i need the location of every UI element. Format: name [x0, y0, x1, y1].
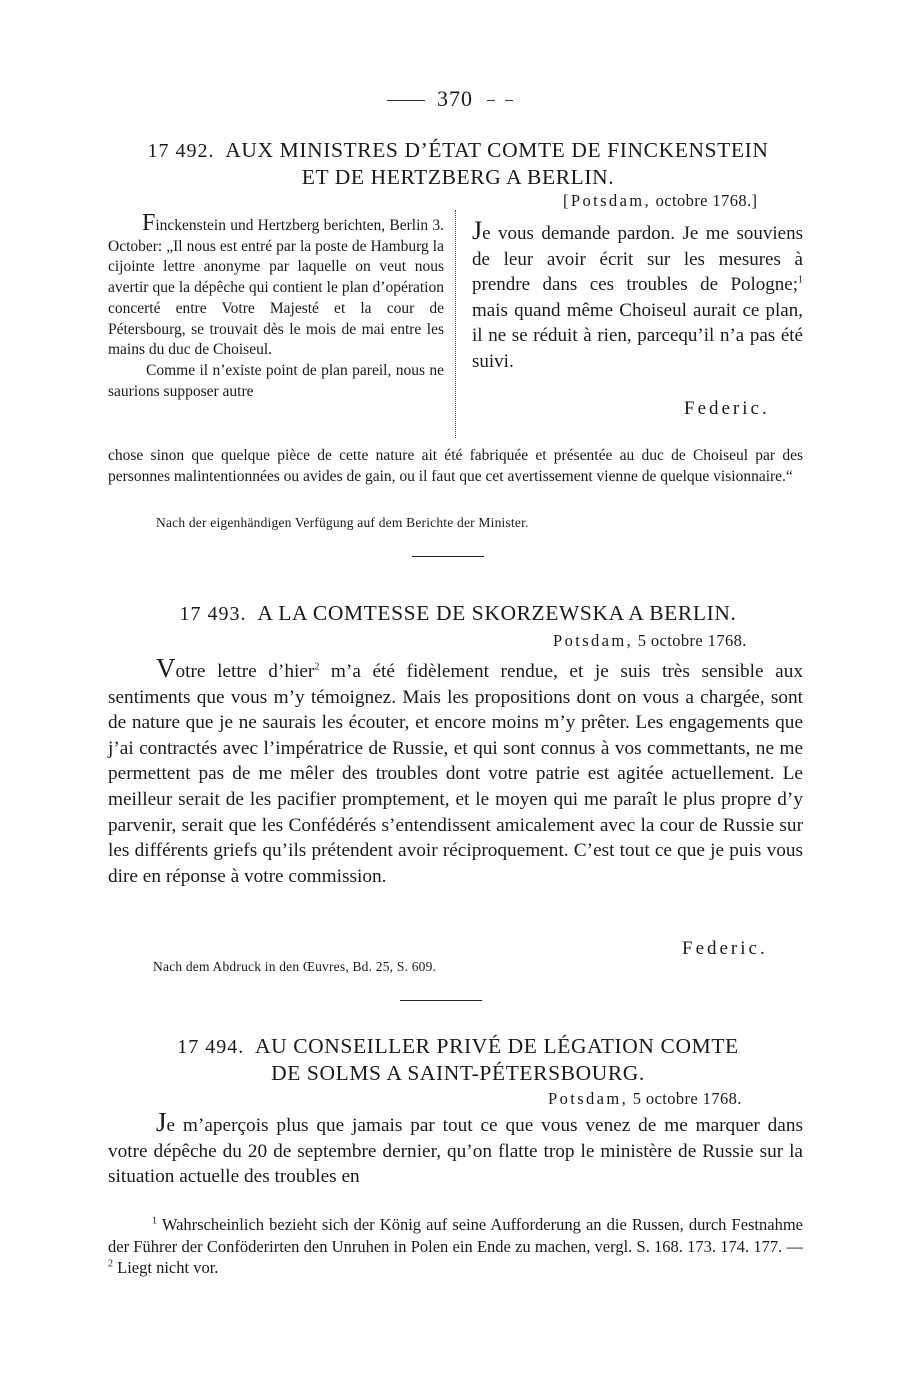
dateline-date: 5 octobre 1768. [632, 1089, 742, 1108]
dash-left [387, 100, 425, 101]
body-text-a: otre lettre d’hier [175, 661, 315, 682]
dateline-place: Potsdam, [553, 631, 634, 650]
body-text-b: m’a été fidèlement rendue, et je suis très sensible aux sentiments que vous m’y témoignez. Mais les propositions dont on vous a chargée, sont de nature que je ne saurais les écouter, et encore moins m’y prêter. Les engagements que j’ai contractés avec l’impératrice de Russie, et qui sont connus à vos commettants, ne me permettent pas de me mêler des troubles dont votre patrie est agitée actuellement. Le meilleur serait de les pacifier promptement, et le moyen qui me paraît le plus propre d’y parvenir, serait que les Confédérés s’entendissent amicalement avec la cour de Russie sur les différents griefs qu’ils prétendent avoir réciproquement. C’est tout ce que je puis vous dire en réponse à votre commission. [108, 661, 804, 887]
heading-title-1: A LA COMTESSE DE SKORZEWSKA A BERLIN. [257, 601, 737, 625]
body-text: e m’aperçois plus que jamais par tout ce que vous venez de me marquer dans votre dépêche du 20 de septembre dernier, qu’on flatte trop le ministère de Russie sur la situation actuelle des troubles en [108, 1115, 803, 1188]
source-note: Nach der eigenhändigen Verfügung auf dem Berichte der Minister. [156, 515, 529, 530]
letter-number: 17 493. [179, 603, 247, 625]
signature: Federic. [682, 938, 768, 959]
dateline-place: Potsdam, [548, 1089, 629, 1108]
footnote-text-1: Wahrscheinlich bezieht sich der König auf seine Aufforderung an die Russen, durch Festnahme der Führer der Conföderirten den Unruhen in Polen ein Ende zu machen, vergl. S. 168. 173. 174. 177. — [108, 1215, 803, 1256]
footnotes [108, 1214, 803, 1279]
summary-paragraph-2: Comme il n’existe point de plan pareil, nous ne saurions supposer autre [108, 361, 444, 400]
page-number: 370 [437, 86, 473, 111]
body-initial: J [156, 1107, 167, 1137]
summary-initial: F [142, 210, 156, 236]
dash-right-2 [505, 100, 513, 101]
footnote-1 [108, 1214, 803, 1279]
letter-heading-17494 [108, 1033, 808, 1086]
report-summary [108, 210, 444, 402]
body-initial: V [156, 653, 176, 683]
heading-line-1 [108, 137, 808, 164]
summary-paragraph-1 [108, 210, 444, 361]
dateline-date: octobre 1768.] [655, 191, 758, 210]
heading-title-1: AUX MINISTRES D’ÉTAT COMTE DE FINCKENSTEIN [225, 138, 769, 162]
footnote-mark-1: 1 [152, 1215, 157, 1227]
king-reply [472, 218, 803, 374]
reply-text-end: mais quand même Choiseul aurait ce plan, il ne se réduit à rien, parcequ’il n’a pas été suivi. [472, 299, 803, 372]
letter-body [108, 653, 804, 889]
footnote-mark-2: 2 [108, 1258, 113, 1270]
footnote-text-2: Liegt nicht vor. [113, 1258, 219, 1277]
dateline [563, 191, 757, 211]
source-note: Nach dem Abdruck in den Œuvres, Bd. 25, S. 609. [153, 959, 437, 974]
letter-number: 17 492. [147, 140, 215, 162]
heading-line-2: ET DE HERTZBERG A BERLIN. [301, 165, 615, 189]
reply-text: e vous demande pardon. Je me souviens de leur avoir écrit sur les mesures à prendre dans ces troubles de Pologne; [472, 223, 803, 295]
heading-line-2: DE SOLMS A SAINT-PÉTERSBOURG. [271, 1061, 645, 1085]
summary-continued: chose sinon que quelque pièce de cette nature ait été fabriquée et présentée au duc de Choiseul par des personnes malintentionnées ou avides de gain, ou il faut que cet avertissement vienne de quelque visionnaire.“ [108, 447, 803, 485]
dateline-date: 5 octobre 1768. [637, 631, 747, 650]
footnote-ref-1: 1 [798, 274, 803, 286]
dash-right-1 [487, 100, 495, 101]
body-paragraph [108, 653, 804, 889]
dateline [548, 1089, 742, 1109]
section-rule [412, 556, 484, 557]
heading-line-1 [108, 600, 808, 627]
heading-title-1: AU CONSEILLER PRIVÉ DE LÉGATION COMTE [254, 1034, 739, 1058]
dateline [553, 631, 747, 651]
letter-number: 17 494. [177, 1036, 245, 1058]
reply-initial: J [472, 216, 483, 245]
page-number-line [0, 86, 900, 112]
footnote-ref-2: 2 [314, 661, 320, 673]
dateline-place: [Potsdam, [563, 191, 652, 210]
column-separator [455, 210, 456, 438]
letter-heading-17493 [108, 600, 808, 627]
signature: Federic. [684, 398, 770, 419]
summary-text: inckenstein und Hertzberg berichten, Berlin 3. October: „Il nous est entré par la poste de Hamburg la cijointe lettre anonyme par laquelle on veut nous avertir que la dépêche qui contient le plan d’opération concerté entre Votre Majesté et la cour de Pétersbourg, se trouvait dès le mois de mai entre les mains du duc de Choiseul. [108, 217, 444, 359]
heading-line-1 [108, 1033, 808, 1060]
letter-heading-17492 [108, 137, 808, 190]
section-rule [400, 1000, 482, 1001]
letter-body [108, 1107, 803, 1190]
body-paragraph [108, 1107, 803, 1190]
